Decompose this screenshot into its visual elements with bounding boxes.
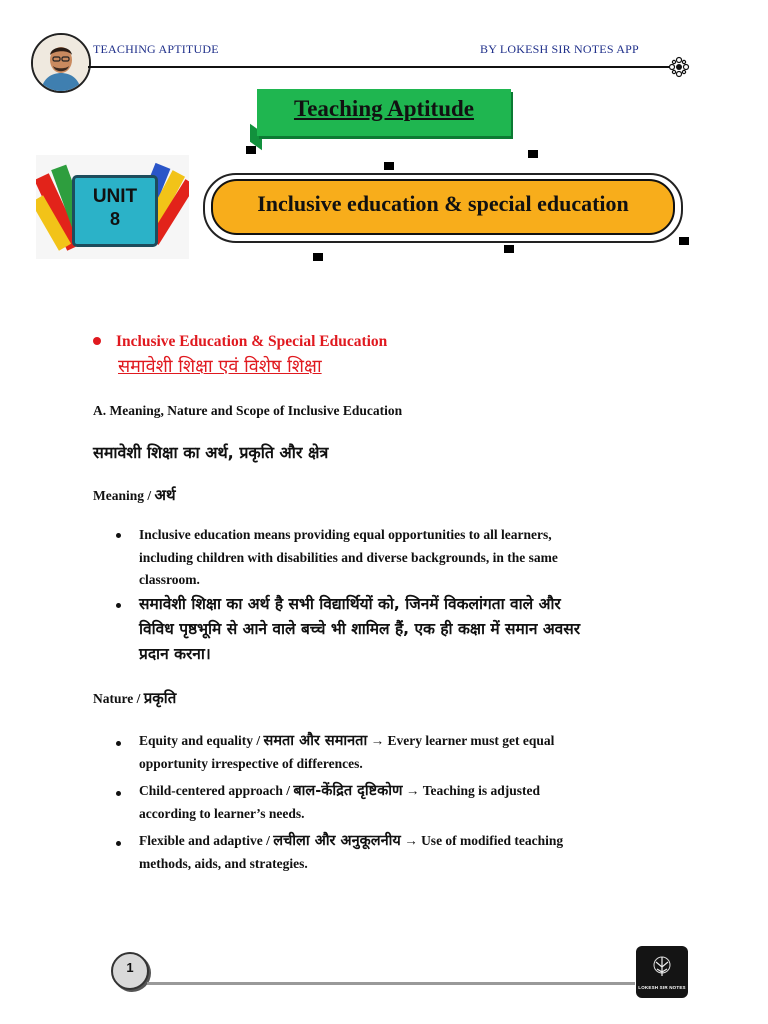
section-heading: A. Meaning, Nature and Scope of Inclusive Education — [93, 403, 403, 418]
meaning-label: Meaning / — [93, 488, 155, 503]
brand-logo — [636, 946, 688, 998]
text-line: opportunity irrespective of differences. — [139, 755, 363, 771]
text-line: including children with disabilities and diverse backgrounds, in the same — [139, 549, 558, 565]
nature-subheading — [93, 688, 176, 708]
decor-square — [384, 162, 394, 170]
page-number: 1 — [126, 960, 134, 975]
text-line: methods, aids, and strategies. — [139, 855, 308, 871]
section-heading-hindi: समावेशी शिक्षा का अर्थ, प्रकृति और क्षेत्र — [93, 443, 329, 462]
topic-heading-hindi: समावेशी शिक्षा एवं विशेष शिक्षा — [118, 356, 322, 377]
author-photo-icon — [33, 35, 89, 91]
item-description: → Teaching is adjusted — [402, 783, 541, 798]
decor-square — [313, 253, 323, 261]
list-item — [139, 592, 580, 667]
list-item — [139, 830, 563, 875]
meaning-label-hindi: अर्थ — [154, 486, 176, 504]
item-description: → Every learner must get equal — [367, 733, 555, 748]
item-term: Child-centered approach / — [139, 783, 294, 798]
nature-label-hindi: प्रकृति — [143, 689, 177, 707]
item-term-hindi: लचीला और अनुकूलनीय — [273, 833, 401, 849]
decor-square — [679, 237, 689, 245]
unit-label: UNIT — [92, 186, 138, 207]
list-bullet-icon — [116, 741, 121, 746]
page-title: Teaching Aptitude — [293, 96, 474, 121]
header-credit: BY LOKESH SIR NOTES APP — [480, 42, 639, 56]
text-line: Inclusive education means providing equal opportunities to all learners, — [139, 527, 552, 542]
item-term-hindi: समता और समानता — [263, 733, 368, 749]
decor-square — [528, 150, 538, 158]
header-divider — [88, 66, 670, 68]
item-term: Equity and equality / — [139, 733, 264, 748]
topic-heading: Inclusive Education & Special Education — [116, 333, 388, 350]
list-bullet-icon — [116, 791, 121, 796]
text-line: प्रदान करना। — [139, 645, 211, 663]
list-item — [139, 730, 554, 775]
header-subject: TEACHING APTITUDE — [93, 42, 219, 56]
item-description: → Use of modified teaching — [400, 833, 564, 848]
footer-divider — [147, 982, 635, 985]
unit-badge — [72, 175, 158, 247]
text-line: समावेशी शिक्षा का अर्थ है सभी विद्यार्थियों को, जिनमें विकलांगता वाले और — [139, 595, 561, 613]
text-line: according to learner’s needs. — [139, 805, 305, 821]
ornament-icon — [668, 56, 690, 78]
item-term-hindi: बाल-केंद्रित दृष्टिकोण — [293, 783, 403, 799]
list-bullet-icon — [116, 841, 121, 846]
tree-logo-icon — [636, 946, 688, 986]
topic-banner-text: Inclusive education & special education — [257, 191, 629, 216]
decor-square — [246, 146, 256, 154]
logo-text: LOKESH SIR NOTES — [638, 985, 686, 990]
topic-bullet-icon — [93, 337, 101, 345]
meaning-subheading — [93, 485, 176, 505]
list-item — [139, 780, 540, 825]
author-avatar — [31, 33, 91, 93]
list-bullet-icon — [116, 533, 121, 538]
list-bullet-icon — [116, 603, 121, 608]
list-item — [139, 524, 558, 592]
decor-square — [504, 245, 514, 253]
unit-number: 8 — [109, 209, 120, 229]
item-term: Flexible and adaptive / — [139, 833, 274, 848]
nature-label: Nature / — [93, 691, 144, 706]
text-line: classroom. — [139, 572, 200, 587]
text-line: विविध पृष्ठभूमि से आने वाले बच्चे भी शामिल हैं, एक ही कक्षा में समान अवसर — [139, 620, 581, 638]
